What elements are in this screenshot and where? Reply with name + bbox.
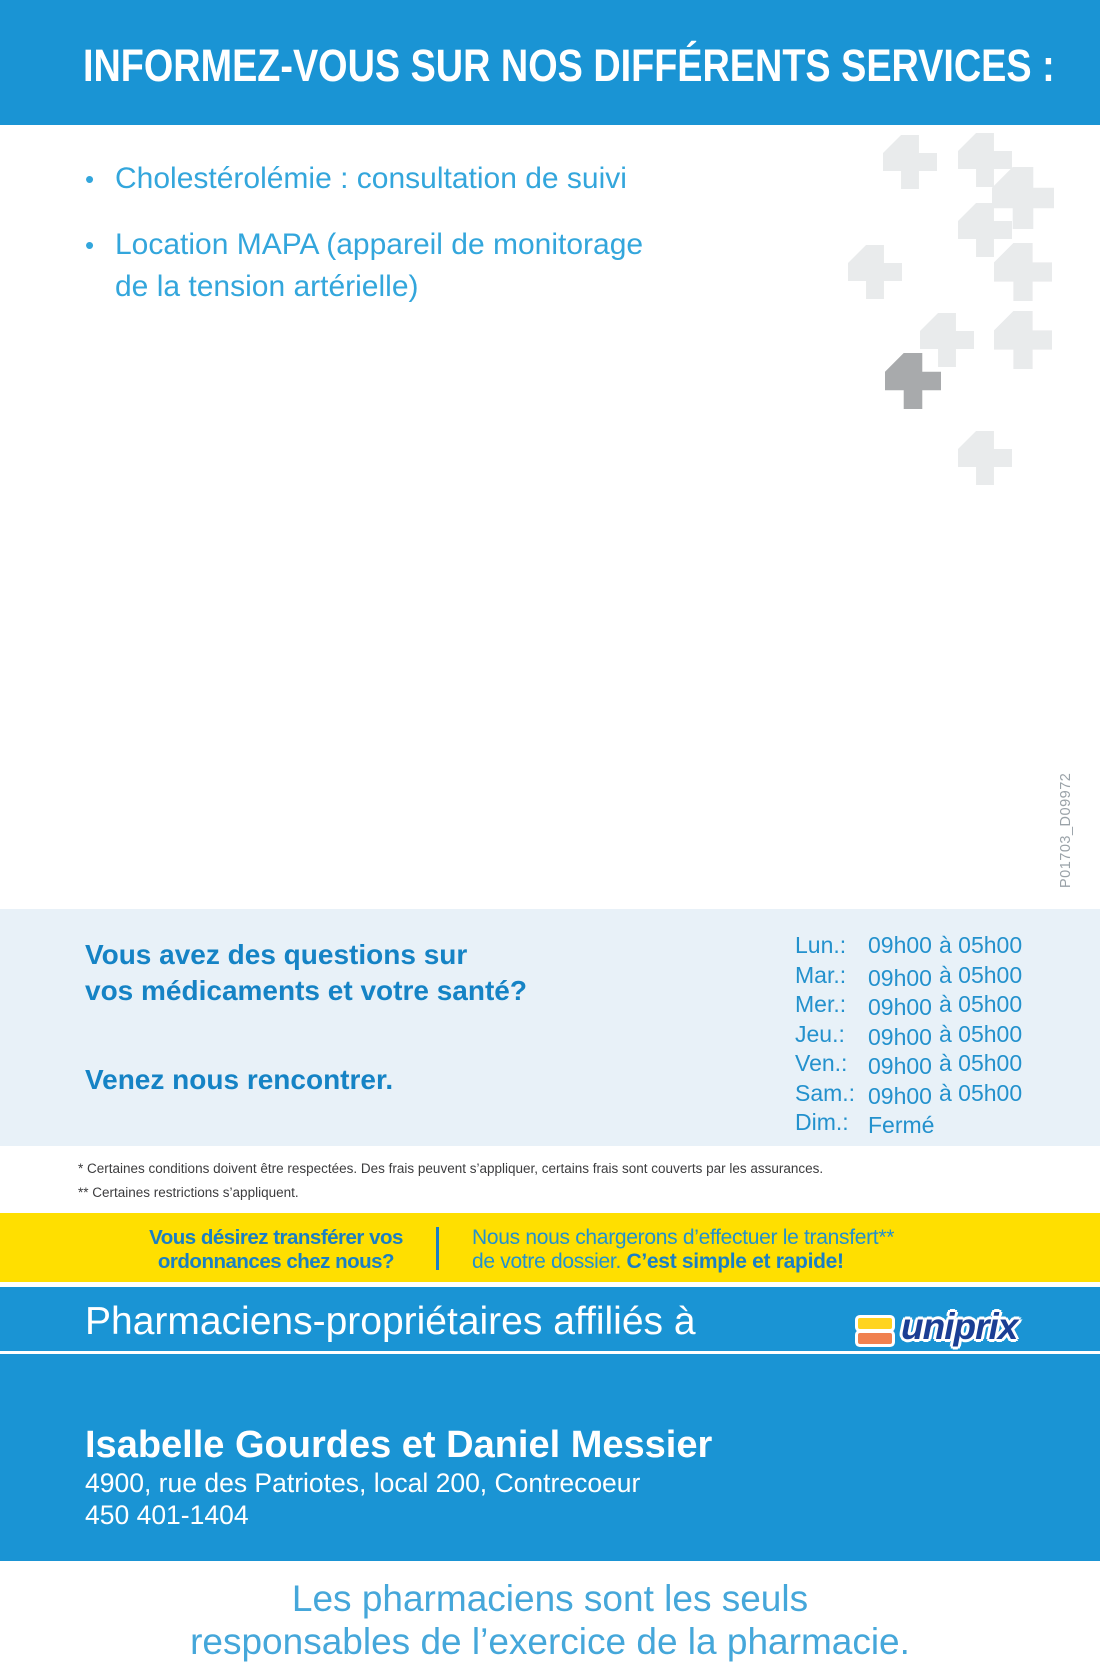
service-item [85,158,627,200]
hours-start: 09h00 [868,1053,932,1079]
bullet-icon: • [85,230,95,260]
divider-rule [0,1351,1100,1354]
owners-address: 4900, rue des Patriotes, local 200, Contrecoeur [85,1468,641,1498]
hours-row [795,990,1022,1020]
hours-end: à 05h00 [938,932,1023,958]
hours-start: 09h00 [868,964,932,991]
hours-day: Lun.: [795,932,847,958]
service-item [85,224,643,308]
hours-end: à 05h00 [938,1079,1023,1106]
transfer-question: Vous désirez transférer vos ordonnances chez nous? [149,1226,403,1273]
cta-text: Venez nous rencontrer. [85,1064,394,1095]
hours-day: Ven.: [795,1050,848,1076]
header-band [0,0,1100,125]
plus-icon [994,311,1052,369]
service-item-text: Location MAPA (appareil de monitorage de la tension artérielle) [115,228,644,303]
hours-row [795,931,1022,961]
uniprix-logo-text: uniprix [901,1306,1018,1347]
hours-row [795,1049,1022,1079]
plus-icon [958,431,1012,485]
hours-start: Fermé [868,1112,935,1138]
uniprix-logo-bars-icon [858,1318,892,1344]
plus-icon [992,167,1054,229]
hours-row [795,1020,1022,1050]
plus-icon [994,243,1052,301]
header-title: INFORMEZ-VOUS SUR NOS DIFFÉRENTS SERVICES : [83,40,1055,91]
hours-day: Sam.: [795,1079,856,1106]
hours-day: Mer.: [795,991,847,1017]
vertical-divider [436,1227,439,1270]
opening-hours [795,931,1022,1138]
plus-icon [958,203,1012,257]
affiliation-title: Pharmaciens-propriétaires affiliés à [85,1300,696,1343]
legal-tagline: Les pharmaciens sont les seuls responsables de l’exercice de la pharmacie. [190,1578,910,1662]
question-text: Vous avez des questions sur vos médicaments et votre santé? [85,939,527,1006]
plus-icon [885,353,941,409]
print-code: P01703_D09972 [1058,772,1074,888]
hours-day: Dim.: [795,1109,849,1135]
plus-icon [920,313,974,367]
bullet-icon: • [85,164,95,194]
service-item-text: Cholestérolémie : consultation de suivi [115,162,627,195]
owners-names: Isabelle Gourdes et Daniel Messier [85,1424,713,1466]
hours-start: 09h00 [868,932,932,958]
hours-end: à 05h00 [938,961,1023,988]
hours-row [795,1108,1022,1138]
hours-day: Mar.: [795,961,847,988]
plus-icon [848,245,902,299]
hours-end: à 05h00 [938,1050,1023,1076]
hours-start: 09h00 [868,1082,932,1109]
hours-end: à 05h00 [938,991,1023,1017]
hours-row [795,1079,1022,1109]
hours-day: Jeu.: [795,1020,845,1047]
hours-end: à 05h00 [938,1020,1023,1047]
hours-row [795,961,1022,991]
hours-start: 09h00 [868,994,932,1020]
fine-print: * Certaines conditions doivent être respectées. Des frais peuvent s’appliquer, certains frais sont couverts par les assurances. ** Certaines restrictions s’appliquent. [78,1161,824,1200]
transfer-answer: Nous nous chargerons d’effectuer le transfert** de votre dossier. C’est simple et rapide! [472,1226,895,1273]
plus-icon [883,135,937,189]
uniprix-logo [858,1306,1017,1348]
hours-start: 09h00 [868,1023,932,1050]
owners-phone: 450 401-1404 [85,1500,249,1530]
